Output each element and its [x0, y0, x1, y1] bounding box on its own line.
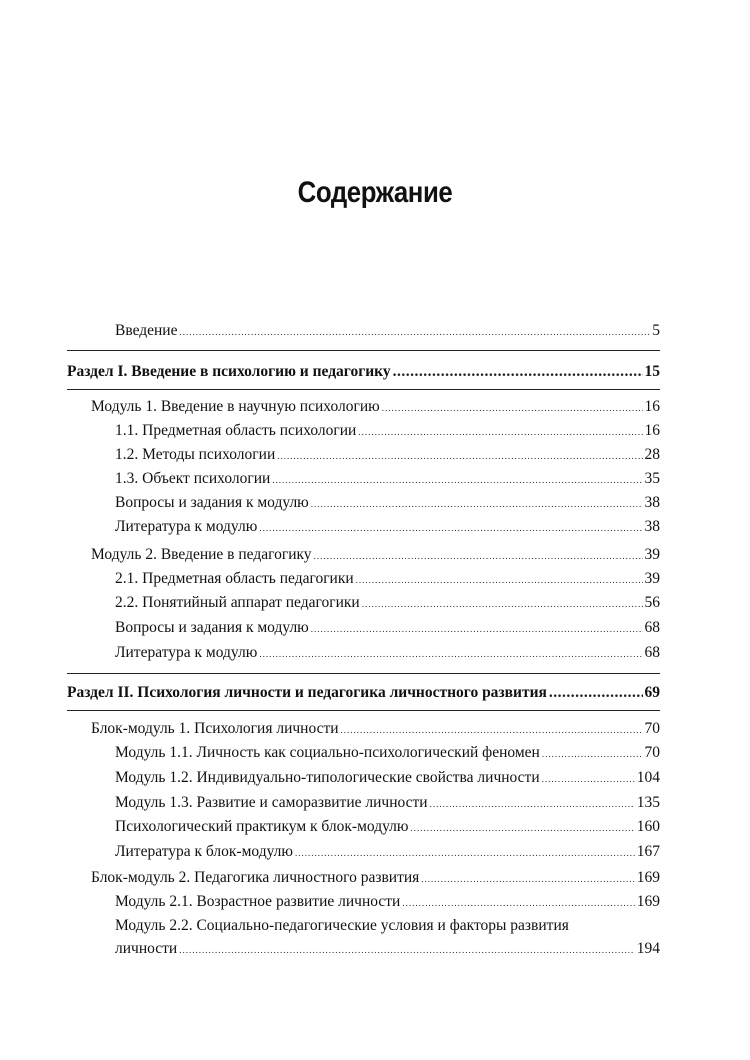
toc-page-number: 160	[636, 818, 660, 835]
toc-entry-label: Психологический практикум к блок-модулю	[115, 818, 409, 835]
toc-page-number: 16	[644, 398, 660, 415]
divider	[67, 673, 660, 674]
toc-entry-literature-1[interactable]	[115, 517, 660, 538]
toc-entry-module-1[interactable]	[91, 397, 660, 418]
dot-leader	[311, 619, 643, 639]
dot-leader	[362, 594, 643, 614]
dot-leader	[382, 398, 643, 418]
toc-page-number: 39	[644, 546, 660, 563]
toc-entry-block-2[interactable]	[91, 868, 660, 889]
toc-section-2[interactable]	[67, 683, 660, 703]
toc-page-number: 169	[636, 893, 660, 910]
dot-leader	[314, 546, 643, 566]
toc-page-number: 68	[644, 619, 660, 636]
toc-entry-2-2-conditions-line1[interactable]: Модуль 2.2. Социально-педагогические условия и факторы развития	[115, 917, 569, 934]
toc-entry-1-3-development[interactable]	[115, 793, 660, 814]
toc-entry-2-1[interactable]	[115, 569, 660, 590]
dot-leader	[179, 940, 635, 960]
toc-entry-label: Модуль 1.1. Личность как социально-психологический феномен	[115, 744, 540, 761]
toc-page-number: 69	[644, 684, 660, 701]
toc-entry-questions-2[interactable]	[115, 618, 660, 639]
toc-page-number: 16	[644, 422, 660, 439]
toc-page-number: 39	[644, 570, 660, 587]
toc-entry-practicum[interactable]	[115, 817, 660, 838]
dot-leader	[421, 869, 634, 889]
dot-leader	[295, 843, 635, 863]
toc-page-number: 167	[636, 843, 660, 860]
toc-entry-literature-block-1[interactable]	[115, 842, 660, 863]
toc-entry-label: Модуль 1.3. Развитие и саморазвитие личности	[115, 794, 428, 811]
toc-entry-1-3[interactable]	[115, 469, 660, 490]
toc-entry-1-1-personality[interactable]	[115, 743, 660, 764]
toc-entry-literature-2[interactable]	[115, 643, 660, 664]
toc-page-number: 15	[644, 363, 660, 380]
toc-entry-intro[interactable]	[115, 321, 660, 342]
toc-page-number: 68	[644, 644, 660, 661]
dot-leader	[430, 794, 635, 814]
dot-leader	[393, 362, 643, 382]
toc-entry-label: Введение	[115, 322, 178, 339]
toc-entry-2-1-age[interactable]	[115, 892, 660, 913]
toc-entry-label: Вопросы и задания к модулю	[115, 494, 309, 511]
toc-entry-label: 2.1. Предметная область педагогики	[115, 570, 354, 587]
toc-page-number: 38	[644, 494, 660, 511]
toc-entry-questions-1[interactable]	[115, 493, 660, 514]
toc-entry-2-2[interactable]	[115, 593, 660, 614]
divider	[67, 350, 660, 351]
dot-leader	[356, 570, 643, 590]
dot-leader	[272, 470, 642, 490]
dot-leader	[259, 518, 642, 538]
toc-entry-label: Блок-модуль 1. Психология личности	[91, 720, 339, 737]
dot-leader	[410, 818, 634, 838]
toc-page-number: 104	[636, 769, 660, 786]
toc-page-number: 70	[644, 720, 660, 737]
toc-entry-label: Модуль 1. Введение в научную психологию	[91, 398, 380, 415]
dot-leader	[179, 322, 650, 342]
toc-entry-label: 1.1. Предметная область психологии	[115, 422, 357, 439]
dot-leader	[358, 422, 642, 442]
toc-entry-label: Литература к модулю	[115, 644, 258, 661]
toc-page-number: 194	[636, 940, 660, 957]
toc-entry-label: Модуль 1.2. Индивидуально-типологические свойства личности	[115, 769, 540, 786]
dot-leader	[341, 720, 643, 740]
toc-entry-label: 1.3. Объект психологии	[115, 470, 271, 487]
toc-entry-label: Литература к модулю	[115, 518, 258, 535]
toc-page-number: 35	[644, 470, 660, 487]
toc-section-1[interactable]	[67, 362, 660, 382]
dot-leader	[542, 744, 643, 764]
toc-entry-label: Литература к блок-модулю	[115, 843, 293, 860]
toc-page-number: 56	[644, 594, 660, 611]
toc-page-number: 169	[636, 869, 660, 886]
toc-entry-1-2[interactable]	[115, 445, 660, 466]
toc-section-label: Раздел II. Психология личности и педагогика личностного развития	[67, 684, 547, 701]
toc-entry-2-2-conditions[interactable]	[115, 939, 660, 960]
toc-page-number: 38	[644, 518, 660, 535]
toc-entry-block-1[interactable]	[91, 719, 660, 740]
page-title: Содержание	[297, 176, 453, 209]
toc-section-label: Раздел I. Введение в психологию и педагогику	[67, 363, 391, 380]
toc-entry-1-2-typology[interactable]	[115, 768, 660, 789]
toc-entry-module-2[interactable]	[91, 545, 660, 566]
toc-entry-label: Блок-модуль 2. Педагогика личностного развития	[91, 869, 420, 886]
toc-page-number: 28	[644, 446, 660, 463]
dot-leader	[259, 644, 642, 664]
toc-entry-label: личности	[115, 940, 178, 957]
toc-entry-label: 1.2. Методы психологии	[115, 446, 276, 463]
divider	[67, 389, 660, 390]
toc-page-number: 135	[636, 794, 660, 811]
divider	[67, 710, 660, 711]
dot-leader	[542, 769, 635, 789]
dot-leader	[277, 446, 642, 466]
toc-entry-label: 2.2. Понятийный аппарат педагогики	[115, 594, 360, 611]
toc-page-number: 70	[644, 744, 660, 761]
dot-leader	[402, 893, 634, 913]
toc-entry-label: Модуль 2. Введение в педагогику	[91, 546, 312, 563]
toc-entry-label: Вопросы и задания к модулю	[115, 619, 309, 636]
toc-entry-label: Модуль 2.1. Возрастное развитие личности	[115, 893, 401, 910]
dot-leader	[311, 494, 643, 514]
toc-page-number: 5	[652, 322, 660, 339]
toc-entry-1-1[interactable]	[115, 421, 660, 442]
dot-leader	[549, 683, 643, 703]
